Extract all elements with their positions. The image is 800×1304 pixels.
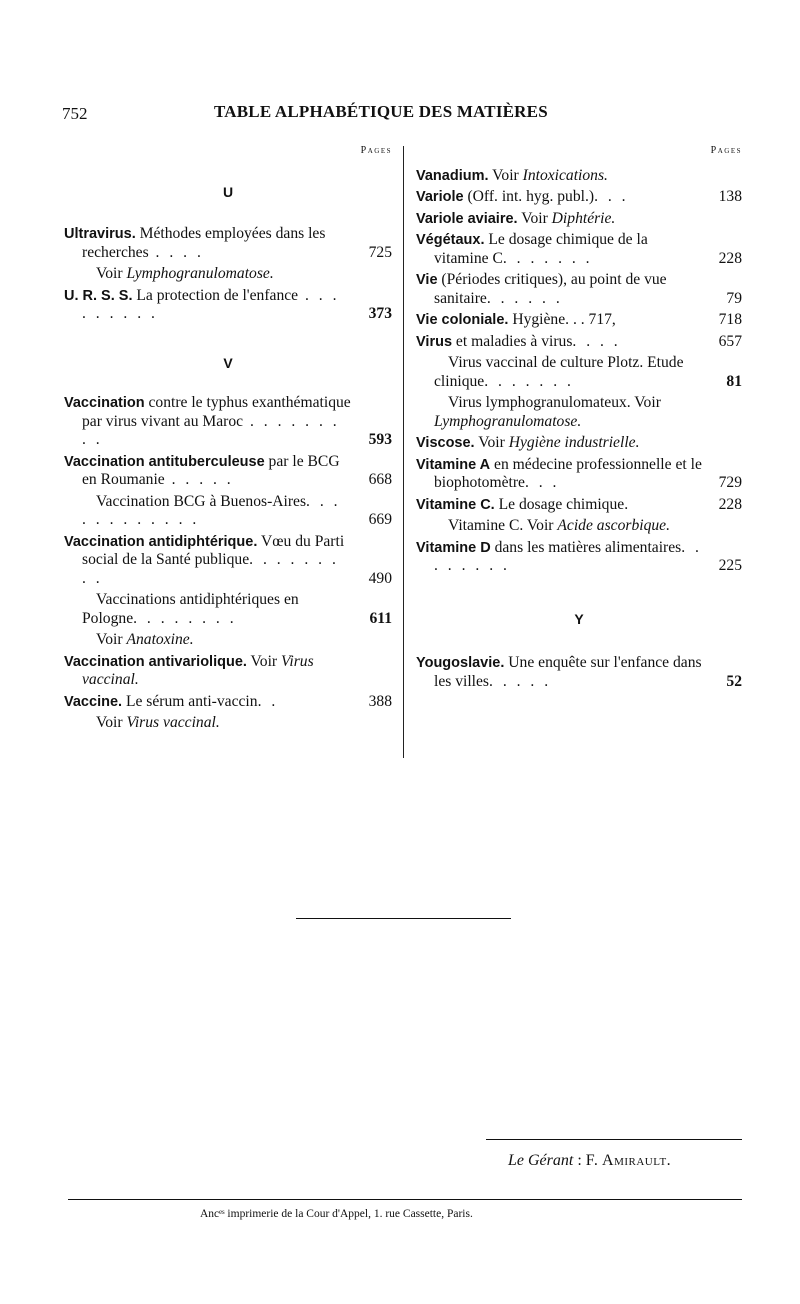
entry-reference: Virus vaccinal.: [126, 714, 220, 731]
index-entry: [416, 434, 742, 453]
entry-headword: Vaccine.: [64, 693, 123, 710]
entry-leader: . . . . . .: [486, 289, 563, 307]
entry-headword: Viscose.: [416, 435, 475, 451]
entry-page: 490: [368, 569, 392, 587]
entry-reference: Hygiène industrielle.: [508, 434, 640, 451]
entry-page: 388: [368, 692, 392, 710]
entry-headword: Variole aviaire.: [416, 210, 518, 227]
entry-text: Voir: [246, 652, 282, 670]
index-entry: [64, 394, 392, 450]
entry-text: Vitamine C. Voir: [448, 517, 558, 534]
pages-label: Pages: [360, 145, 392, 156]
entry-page: 669: [368, 511, 392, 528]
entry-text: Vœu du Parti social de la Santé publique: [82, 532, 345, 568]
entry-page: 225: [718, 557, 742, 574]
entry-leader: . . . . .: [489, 672, 552, 690]
index-entry: [416, 271, 742, 308]
entry-page: 52: [726, 672, 742, 690]
section-letter-v: V: [223, 354, 233, 371]
entry-page: 668: [368, 471, 392, 488]
entry-headword: Vitamine C.: [416, 496, 495, 513]
entry-page: 718: [718, 311, 742, 328]
entry-reference: Intoxications.: [522, 166, 608, 184]
column-divider: [403, 146, 404, 758]
index-subentry: [416, 517, 742, 536]
entry-page: 729: [718, 474, 742, 491]
page-number: 752: [62, 104, 88, 123]
entry-headword: Virus: [416, 333, 453, 350]
gerant-separator: :: [573, 1152, 586, 1169]
index-entry: [64, 533, 392, 589]
entry-headword: U. R. S. S.: [64, 287, 133, 304]
index-entry: [416, 654, 742, 691]
right-column: [416, 142, 742, 694]
index-entry: [416, 188, 742, 207]
index-entry: [416, 167, 742, 186]
entry-headword: Vitamine D: [416, 539, 491, 556]
entry-text: Voir: [96, 265, 127, 282]
entry-headword: Vaccination antidiphtérique.: [64, 533, 258, 550]
index-entry: [416, 333, 742, 352]
entry-leader: . . . . . . . .: [133, 609, 237, 627]
entry-leader: . . . . . . . . .: [82, 551, 339, 587]
entry-text: Vaccination BCG à Buenos-Aires: [96, 492, 307, 510]
entry-reference: Virus vaccinal.: [82, 652, 314, 688]
entry-headword: Vie coloniale.: [416, 312, 509, 328]
entry-headword: Vitamine A: [416, 456, 491, 473]
entry-leader: . . .: [594, 188, 629, 205]
printer-imprint: Ancᵉˢ imprimerie de la Cour d'Appel, 1. rue Cassette, Paris.: [200, 1208, 473, 1220]
entry-text: Le sérum anti-vaccin: [122, 692, 258, 710]
entry-reference: Lymphogranulomatose.: [126, 265, 274, 282]
entry-headword: Yougoslavie.: [416, 655, 505, 671]
entry-leader: . . .: [524, 474, 560, 491]
index-entry: [416, 539, 742, 576]
entry-leader: . . . . . . . . . . . .: [82, 492, 341, 528]
section-letter-u: U: [222, 183, 234, 200]
entry-page: 138: [718, 188, 742, 205]
entry-page: 657: [718, 332, 742, 350]
index-subentry: [64, 493, 392, 530]
entry-leader: . . . . . . .: [502, 249, 593, 267]
entry-page: 725: [368, 243, 392, 261]
entry-text: La protection de l'enfance: [132, 286, 299, 304]
entry-headword: Vie: [416, 272, 438, 288]
entry-text: Voir: [96, 714, 127, 731]
index-entry: [416, 210, 742, 229]
entry-text: Vaccinations antidiphtériques en Pologne: [82, 591, 299, 627]
entry-headword: Vaccination antivariolique.: [64, 653, 247, 670]
entry-text: Une enquête sur l'enfance dans les villes: [434, 654, 702, 690]
index-entry: [64, 287, 392, 324]
gerant-line: [508, 1152, 671, 1170]
entry-headword: Vaccination antituberculeuse: [64, 453, 265, 470]
entry-leader: . . . . . . .: [484, 372, 574, 390]
entry-leader: . . . . . . . . .: [82, 412, 340, 448]
entry-text: Voir: [517, 209, 552, 227]
entry-headword: Variole: [416, 189, 464, 205]
end-rule: [296, 918, 511, 919]
index-subentry: [64, 631, 392, 650]
entry-reference: Anatoxine.: [126, 631, 194, 648]
entry-text: Voir: [488, 166, 523, 184]
entry-text: dans les matières alimentaires: [490, 538, 682, 556]
index-entry: [64, 653, 392, 690]
index-entry: [64, 453, 392, 490]
gerant-name: F. Amirault.: [585, 1152, 672, 1169]
index-entry: [64, 225, 392, 262]
index-subentry: [64, 714, 392, 733]
entry-text: en médecine professionnelle et le biophotomètre: [434, 455, 702, 491]
section-letter-y: Y: [574, 610, 584, 627]
entry-text: Le dosage chimique de la vitamine C: [434, 231, 648, 267]
running-title: TABLE ALPHABÉTIQUE DES MATIÈRES: [214, 102, 548, 121]
gerant-label: Le Gérant: [508, 1152, 574, 1169]
entry-text: Virus lymphogranulomateux. Voir: [448, 394, 661, 411]
entry-leader: . . . . . . . .: [434, 538, 702, 574]
entry-page: 81: [726, 372, 742, 390]
index-entry: [416, 231, 742, 268]
entry-leader: . . . . . . . . .: [82, 286, 340, 322]
left-column: [64, 142, 392, 736]
index-subentry: [64, 591, 392, 628]
pages-label: Pages: [710, 145, 742, 156]
entry-text: Le dosage chimique: [494, 495, 625, 513]
index-subentry: [416, 394, 742, 431]
index-entry: [64, 693, 392, 712]
entry-leader: . . . . .: [164, 471, 234, 488]
entry-reference: Lymphogranulomatose.: [434, 412, 582, 430]
index-entry: [416, 311, 742, 330]
entry-headword: Vanadium.: [416, 167, 489, 184]
entry-text: par le BCG en Roumanie: [82, 452, 340, 488]
entry-leader: . . . .: [572, 332, 621, 350]
entry-reference: Acide ascorbique.: [557, 517, 670, 534]
entry-text: Virus vaccinal de culture Plotz. Etude clinique: [434, 354, 684, 390]
entry-leader: . .: [257, 692, 279, 710]
gerant-rule: [486, 1139, 742, 1140]
entry-headword: Ultravirus.: [64, 226, 136, 242]
entry-leader: .: [624, 495, 632, 513]
entry-text: Voir: [474, 434, 509, 451]
index-entry: [416, 456, 742, 493]
entry-text: Voir: [96, 631, 127, 648]
entry-text: (Off. int. hyg. publ.): [463, 188, 595, 205]
entry-page: 593: [368, 431, 392, 448]
index-subentry: [64, 265, 392, 284]
entry-leader: . . . .: [148, 243, 204, 261]
entry-text: Hygiène. . . 717,: [508, 311, 616, 328]
entry-page: 373: [368, 305, 392, 322]
footer-rule: [68, 1199, 742, 1200]
entry-page: 79: [726, 289, 742, 307]
index-subentry: [416, 354, 742, 391]
entry-headword: Végétaux.: [416, 232, 485, 248]
entry-headword: Vaccination: [64, 395, 145, 411]
entry-page: 228: [718, 495, 742, 513]
entry-text: contre le typhus exanthématique par virus vivant au Maroc: [82, 394, 351, 430]
entry-page: 228: [718, 249, 742, 267]
entry-reference: Diphtérie.: [551, 209, 616, 227]
entry-text: Méthodes employées dans les recherches: [82, 225, 326, 261]
entry-page: 611: [369, 609, 392, 627]
entry-text: et maladies à virus: [452, 332, 573, 350]
entry-text: (Périodes critiques), au point de vue sanitaire: [434, 271, 667, 307]
index-entry: [416, 496, 742, 515]
